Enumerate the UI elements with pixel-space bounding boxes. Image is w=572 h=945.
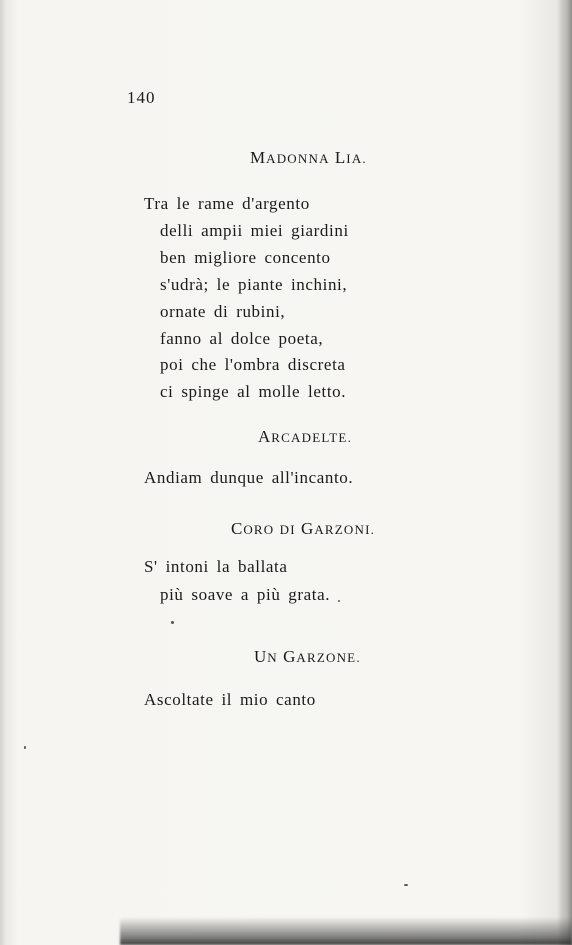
verse-line: s'udrà; le piante inchini,	[160, 275, 348, 294]
page-number: 140	[127, 88, 156, 107]
speaker-heading	[250, 148, 367, 168]
speaker-rest: IA.	[346, 151, 367, 166]
speaker-rest: N	[267, 650, 278, 665]
verse-line: Tra le rame d'argento	[144, 194, 310, 213]
scan-speck	[404, 884, 408, 886]
speaker-initial: A	[258, 427, 272, 446]
page-left-edge	[0, 0, 6, 945]
speaker-heading	[258, 427, 352, 447]
speaker-initial: G	[301, 519, 315, 538]
speaker-initial: M	[250, 148, 267, 167]
speaker-rest: ADONNA	[266, 151, 330, 166]
speaker-rest: ARZONE.	[296, 650, 361, 665]
speaker-rest: ARZONI.	[314, 522, 376, 537]
verse-line: Andiam dunque all'incanto.	[144, 468, 354, 487]
scan-speck	[24, 746, 26, 749]
verse-line: delli ampii miei giardini	[160, 221, 349, 240]
speaker-rest: DI	[279, 522, 296, 537]
verse-line: S' intoni la ballata	[144, 557, 288, 576]
verse-line: ornate di rubini,	[160, 302, 286, 321]
speaker-initial: L	[334, 148, 347, 167]
speaker-initial: C	[231, 519, 244, 538]
speaker-initial: G	[283, 647, 297, 666]
scan-speck	[338, 600, 340, 602]
speaker-heading	[254, 647, 361, 667]
speaker-rest: RCADELTE.	[271, 430, 353, 445]
verse-line: fanno al dolce poeta,	[160, 329, 324, 348]
speaker-initial: U	[254, 647, 268, 666]
verse-line: poi che l'ombra discreta	[160, 355, 346, 374]
scan-speck	[171, 621, 174, 624]
verse-line: Ascoltate il mio canto	[144, 690, 316, 709]
bottom-scan-shadow	[120, 917, 572, 945]
verse-line: ci spinge al molle letto.	[160, 382, 347, 401]
page-right-edge	[558, 0, 572, 945]
speaker-rest: ORO	[243, 522, 275, 537]
verse-line: più soave a più grata.	[160, 585, 331, 604]
verse-line: ben migliore concento	[160, 248, 331, 267]
speaker-heading	[231, 519, 375, 539]
